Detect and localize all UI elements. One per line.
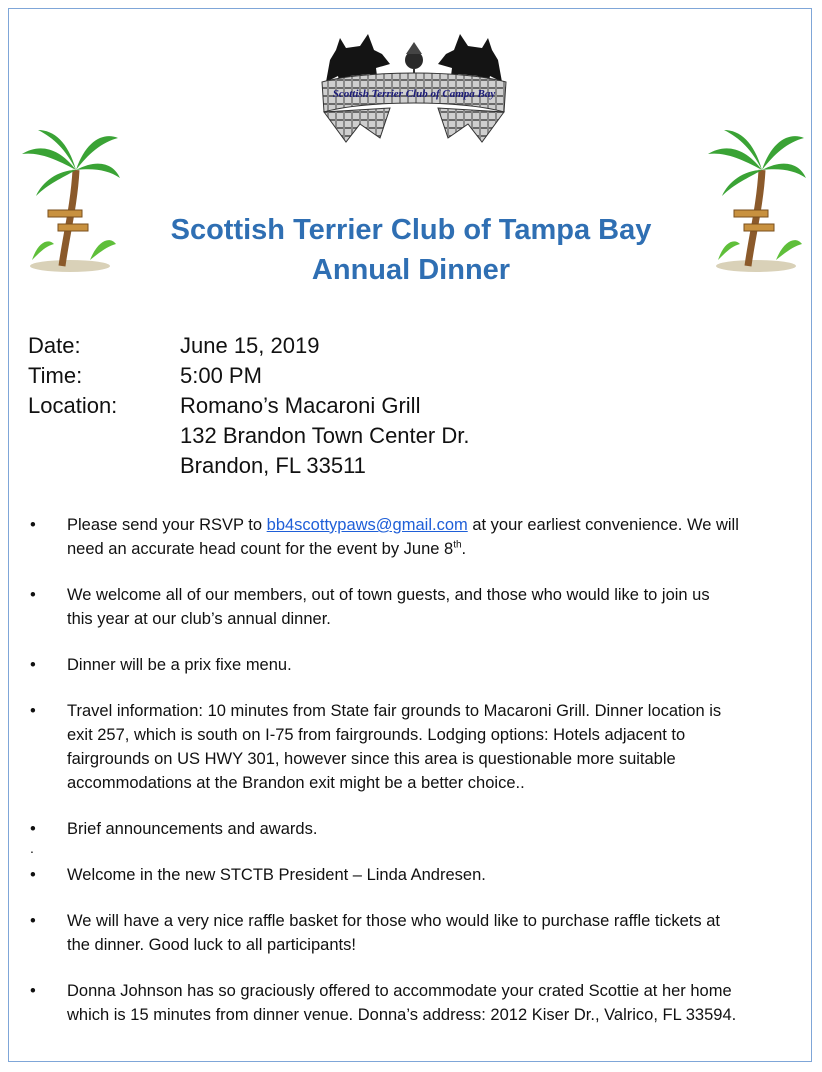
page-subtitle: Annual Dinner (311, 254, 511, 286)
location-line-1: Romano’s Macaroni Grill (180, 393, 421, 418)
time-value: 5:00 PM (180, 363, 262, 388)
list-item-announcements: • Brief announcements and awards. (30, 817, 806, 841)
bullet: • (30, 982, 36, 1000)
location-line-2: 132 Brandon Town Center Dr. (180, 423, 470, 448)
list-item-raffle: • We will have a very nice raffle basket for those who would like to purchase raffle tickets at the dinner. Good luck to all participants! (30, 909, 806, 957)
event-details (28, 331, 728, 481)
list-item-host: • Donna Johnson has so graciously offered to accommodate your crated Scottie at her home which is 15 minutes from dinner venue. Donna’s address: 2012 Kiser Dr., Valrico, FL 33594. (30, 979, 806, 1027)
list-item-welcome: • We welcome all of our members, out of town guests, and those who would like to join us this year at our club’s annual dinner. (30, 583, 806, 631)
location-label: Location: (28, 393, 118, 418)
list-item-travel: • Travel information: 10 minutes from State fair grounds to Macaroni Grill. Dinner location is exit 257, which is south on I-75 from fairgrounds. Lodging options: Hotels adjacent to fairgrounds on US HWY 301, however since this area is questionable more suitable accommodations at the Brandon exit might be a better choice.. (30, 699, 806, 795)
date-value: June 15, 2019 (180, 333, 320, 358)
list-item-menu: • Dinner will be a prix fixe menu. (30, 653, 806, 677)
page-title: Scottish Terrier Club of Tampa Bay (170, 214, 652, 246)
club-logo (316, 20, 512, 162)
bullet: • (30, 866, 36, 884)
logo-text: Scottish Terrier Club of Campa Bay (332, 88, 496, 100)
location-line-3: Brandon, FL 33511 (180, 453, 366, 478)
bullet: • (30, 656, 36, 674)
bullet: • (30, 516, 36, 534)
rsvp-email-link[interactable]: bb4scottypaws@gmail.com (266, 516, 468, 534)
bullet: • (30, 912, 36, 930)
bullet: • (30, 586, 36, 604)
time-label: Time: (28, 363, 83, 388)
bullet: • (30, 820, 36, 838)
date-label: Date: (28, 333, 81, 358)
bullet: • (30, 702, 36, 720)
list-item-rsvp: • Please send your RSVP to bb4scottypaws@gmail.com at your earliest convenience. We will need an accurate head count for the event by June 8th. (30, 513, 806, 561)
list-item-president: • Welcome in the new STCTB President – Linda Andresen. (30, 863, 806, 887)
stray-mark: . (30, 840, 34, 856)
info-bullet-list (30, 513, 806, 1049)
